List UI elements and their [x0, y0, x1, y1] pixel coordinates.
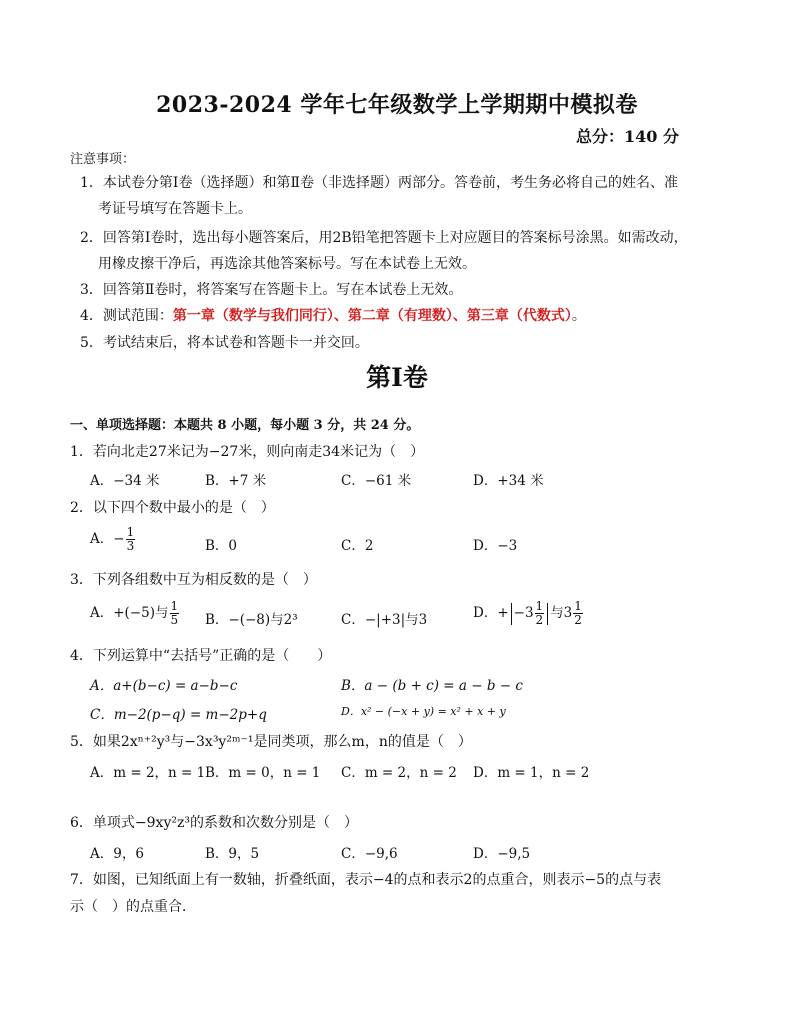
q5-option-b: B．m = 0，n = 1	[205, 765, 321, 781]
question-5-stem: 5．如果2xⁿ⁺²y³与−3x³y²ᵐ⁻¹是同类项，那么m，n的值是（ ）	[70, 734, 472, 750]
notice-heading: 注意事项：	[70, 152, 136, 167]
fraction: $\frac{1}{2}$	[535, 599, 544, 627]
q1-option-a: A．−34 米	[90, 473, 160, 489]
question-7-stem-cont: 示（ ）的点重合．	[70, 899, 196, 915]
q3-option-b: B．−(−8)与2³	[205, 612, 298, 628]
q3-option-d: D．+ −3 $\frac{1}{2}$ 与3 $\frac{1}{2}$	[473, 599, 582, 627]
q1-option-d: D．+34 米	[473, 473, 544, 489]
question-4-stem: 4．下列运算中“去括号”正确的是（ ）	[70, 648, 332, 664]
q3-option-c: C．−|+3|与3	[341, 612, 428, 628]
question-6-stem: 6．单项式−9xy²z³的系数和次数分别是（ ）	[70, 815, 358, 831]
q5-option-a: A．m = 2，n = 1	[90, 765, 206, 781]
notice-item-1-cont: 考证号填写在答题卡上。	[98, 201, 252, 217]
section-heading: 一、单项选择题：本题共 8 小题，每小题 3 分，共 24 分。	[70, 418, 420, 433]
question-3-stem: 3．下列各组数中互为相反数的是（ ）	[70, 572, 317, 588]
notice-item-3: 3．回答第Ⅱ卷时，将答案写在答题卡上。写在本试卷上无效。	[80, 282, 463, 298]
notice-item-4: 4．测试范围：第一章（数学与我们同行）、第二章（有理数）、第三章（代数式）。	[80, 308, 586, 324]
total-score: 总分：140 分	[576, 127, 679, 146]
q4-option-b: B．a − (b + c) = a − b − c	[341, 678, 523, 694]
q4-option-c: C．m−2(p−q) = m−2p+q	[90, 707, 267, 723]
question-2-stem: 2．以下四个数中最小的是（ ）	[70, 500, 275, 516]
fraction: $\frac{1}{2}$	[574, 599, 582, 627]
q5-option-d: D．m = 1，n = 2	[473, 765, 590, 781]
notice-item-5: 5．考试结束后，将本试卷和答题卡一并交回。	[80, 335, 369, 351]
q2-option-b: B．0	[205, 538, 238, 554]
volume-title: 第Ⅰ卷	[366, 363, 428, 392]
q1-option-c: C．−61 米	[341, 473, 412, 489]
notice-item-2: 2．回答第Ⅰ卷时，选出每小题答案后，用2B铅笔把答题卡上对应题目的答案标号涂黑。如需改动，	[80, 230, 688, 246]
q2-option-a: A．− $\frac{1}{3}$	[90, 525, 135, 553]
q2-option-c: C．2	[341, 538, 374, 554]
q2-option-d: D．−3	[473, 538, 518, 554]
q4-option-a: A．a+(b−c) = a−b−c	[90, 678, 238, 694]
question-1-stem: 1．若向北走27米记为−27米，则向南走34米记为（ ）	[70, 444, 425, 460]
q1-option-b: B．+7 米	[205, 473, 267, 489]
test-scope: 第一章（数学与我们同行）、第二章（有理数）、第三章（代数式）	[172, 308, 572, 324]
fraction: $\frac{1}{3}$	[126, 525, 135, 553]
question-7-stem: 7．如图，已知纸面上有一数轴，折叠纸面，表示−4的点和表示2的点重合，则表示−5的点与表	[70, 872, 662, 888]
fraction: $\frac{1}{5}$	[170, 599, 179, 627]
paper-title: 2023-2024 学年七年级数学上学期期中模拟卷	[156, 92, 638, 118]
q6-option-d: D．−9,5	[473, 846, 531, 862]
q3-option-a: A．+(−5)与 $\frac{1}{5}$	[90, 599, 179, 627]
q6-option-b: B．9，5	[205, 846, 260, 862]
q4-option-d: D．x² − (−x + y) = x² + x + y	[341, 705, 506, 718]
q5-option-c: C．m = 2，n = 2	[341, 765, 457, 781]
q6-option-c: C．−9,6	[341, 846, 398, 862]
notice-item-2-cont: 用橡皮擦干净后，再选涂其他答案标号。写在本试卷上无效。	[98, 256, 476, 272]
q6-option-a: A．9，6	[90, 846, 144, 862]
notice-item-1: 1．本试卷分第Ⅰ卷（选择题）和第Ⅱ卷（非选择题）两部分。答卷前，考生务必将自己的姓名、准	[80, 175, 678, 191]
